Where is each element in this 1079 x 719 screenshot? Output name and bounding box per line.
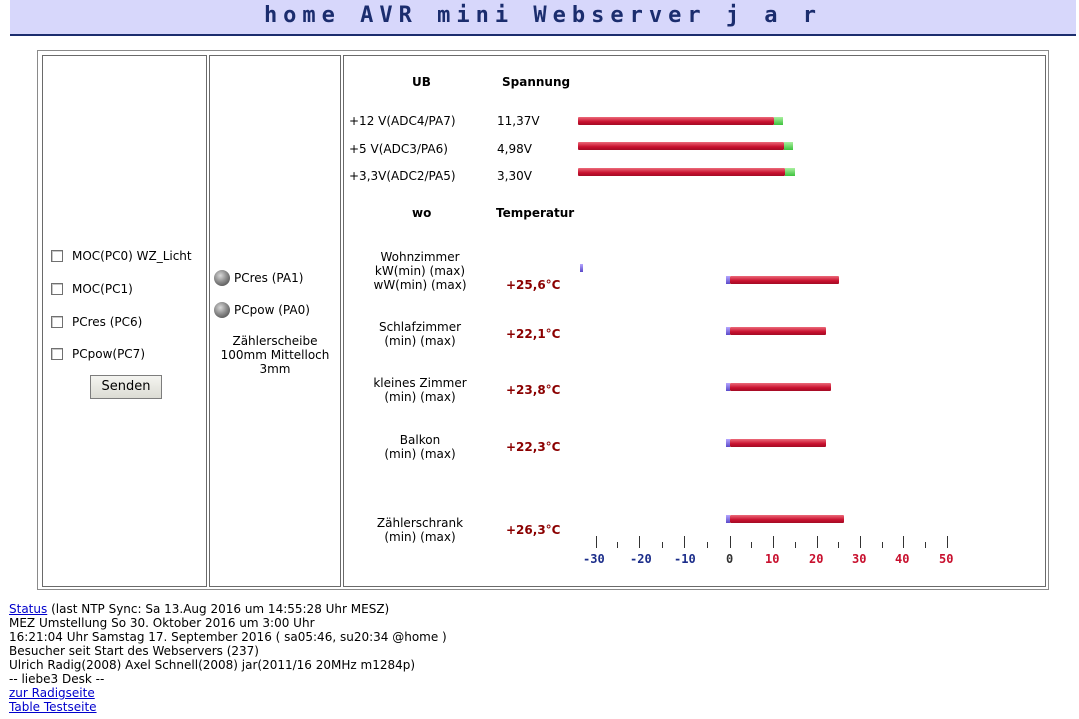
room-minmax: (min) (max): [384, 447, 456, 461]
input-label: PCres (PA1): [234, 271, 304, 285]
temperature-value-header: Temperatur: [496, 206, 575, 220]
voltage-label-12v: +12 V(ADC4/PA7): [349, 114, 456, 128]
led-icon: [214, 302, 230, 318]
outputs-panel: [42, 55, 207, 587]
room-minmax: (min) (max): [384, 334, 456, 348]
temperature-value-wohnzimmer: +25,6°C: [506, 278, 561, 292]
status-line: [9, 602, 447, 616]
temperature-min-marker: [580, 264, 583, 272]
scale-tick: [730, 536, 731, 548]
temperature-value-balkon: +22,3°C: [506, 440, 561, 454]
voltage-label-3v3: +3,3V(ADC2/PA5): [349, 169, 456, 183]
checkbox-pc6[interactable]: [51, 316, 63, 328]
radig-page-link[interactable]: zur Radigseite: [9, 686, 95, 700]
voltage-bar-tip-12v: [774, 117, 783, 125]
checkbox-label: MOC(PC1): [72, 282, 133, 296]
scale-tick: [596, 536, 597, 548]
footer-info: [9, 602, 447, 714]
scale-tick: [617, 542, 618, 548]
voltage-bar-5v: [578, 142, 784, 150]
voltage-bar-12v: [578, 117, 774, 125]
scale-tick: [882, 542, 883, 548]
note-line: 3mm: [259, 362, 291, 376]
room-minmax: (min) (max): [384, 530, 456, 544]
scale-tick: [684, 536, 685, 548]
inputs-panel: [209, 55, 341, 587]
scale-tick: [925, 542, 926, 548]
temperature-bar-schlafzimmer: [730, 327, 826, 335]
scale-label: 50: [939, 552, 954, 566]
voltage-value-3v3: 3,30V: [497, 169, 532, 183]
scale-label: -20: [630, 552, 652, 566]
scale-tick: [639, 536, 640, 548]
clock-line: 16:21:04 Uhr Samstag 17. September 2016 ( sa05:46, su20:34 @home ): [9, 630, 447, 644]
input-row-pa0: [214, 302, 310, 318]
output-row-pc1[interactable]: [51, 280, 133, 298]
checkbox-label: PCpow(PC7): [72, 347, 146, 361]
temperature-value-zaehlerschrank: +26,3°C: [506, 523, 561, 537]
scale-label: -30: [583, 552, 605, 566]
tagline: -- liebe3 Desk --: [9, 672, 105, 686]
scale-label: 30: [852, 552, 867, 566]
room-name: Wohnzimmer: [380, 250, 460, 264]
note-line: Zählerscheibe: [232, 334, 318, 348]
input-label: PCpow (PA0): [234, 303, 310, 317]
room-label-kleines-zimmer: [350, 376, 490, 404]
counter-note: [210, 334, 340, 376]
visitor-count-line: Besucher seit Start des Webservers (237): [9, 644, 259, 658]
dst-line: MEZ Umstellung So 30. Oktober 2016 um 3:00 Uhr: [9, 616, 315, 630]
page-title: home AVR mini Webserver j a r: [10, 0, 1076, 36]
room-label-wohnzimmer: [350, 250, 490, 292]
voltage-bar-3v3: [578, 168, 785, 176]
ntp-sync-text: (last NTP Sync: Sa 13.Aug 2016 um 14:55:28 Uhr MESZ): [51, 602, 390, 616]
output-row-pc7[interactable]: [51, 345, 145, 363]
measurements-panel: [343, 55, 1046, 587]
output-row-pc6[interactable]: [51, 313, 142, 331]
temperature-bar-wohnzimmer: [730, 276, 839, 284]
room-name: Balkon: [399, 433, 441, 447]
main-table: [37, 50, 1049, 590]
note-line: 100mm Mittelloch: [220, 348, 330, 362]
voltage-label-5v: +5 V(ADC3/PA6): [349, 142, 448, 156]
room-minmax: wW(min) (max): [373, 278, 467, 292]
table-test-link[interactable]: Table Testseite: [9, 700, 97, 714]
scale-tick: [947, 536, 948, 548]
temperature-bar-zaehlerschrank: [730, 515, 844, 523]
voltage-value-5v: 4,98V: [497, 142, 532, 156]
voltage-value-header: Spannung: [502, 75, 571, 89]
checkbox-label: PCres (PC6): [72, 315, 143, 329]
scale-tick: [707, 542, 708, 548]
input-row-pa1: [214, 270, 303, 286]
scale-tick: [751, 542, 752, 548]
temperature-value-schlafzimmer: +22,1°C: [506, 327, 561, 341]
temperature-bar-balkon: [730, 439, 826, 447]
scale-label: 20: [809, 552, 824, 566]
scale-tick: [903, 536, 904, 548]
checkbox-pc1[interactable]: [51, 283, 63, 295]
room-label-schlafzimmer: [350, 320, 490, 348]
scale-label: -10: [674, 552, 696, 566]
voltage-source-header: UB: [412, 75, 431, 89]
voltage-bar-tip-3v3: [785, 168, 795, 176]
scale-tick: [662, 542, 663, 548]
checkbox-pc7[interactable]: [51, 348, 63, 360]
checkbox-label: MOC(PC0) WZ_Licht: [72, 249, 192, 263]
voltage-bar-tip-5v: [784, 142, 793, 150]
credits-line: Ulrich Radig(2008) Axel Schnell(2008) jar(2011/16 20MHz m1284p): [9, 658, 416, 672]
status-link[interactable]: Status: [9, 602, 48, 616]
checkbox-pc0[interactable]: [51, 250, 63, 262]
temperature-value-kleines-zimmer: +23,8°C: [506, 383, 561, 397]
temperature-bar-kleines-zimmer: [730, 383, 831, 391]
led-icon: [214, 270, 230, 286]
room-name: Schlafzimmer: [378, 320, 462, 334]
scale-label: 10: [765, 552, 780, 566]
room-name: Zählerschrank: [376, 516, 464, 530]
voltage-value-12v: 11,37V: [497, 114, 540, 128]
scale-tick: [773, 536, 774, 548]
output-row-pc0[interactable]: [51, 247, 192, 265]
room-name: kleines Zimmer: [373, 376, 467, 390]
room-minmax: kW(min) (max): [374, 264, 466, 278]
scale-tick: [817, 536, 818, 548]
scale-label: 0: [726, 552, 734, 566]
scale-tick: [860, 536, 861, 548]
send-button[interactable]: Senden: [90, 375, 162, 399]
temperature-location-header: wo: [412, 206, 432, 220]
scale-tick: [838, 542, 839, 548]
scale-tick: [795, 542, 796, 548]
room-label-balkon: [350, 433, 490, 461]
room-label-zaehlerschrank: [350, 516, 490, 544]
scale-label: 40: [895, 552, 910, 566]
room-minmax: (min) (max): [384, 390, 456, 404]
